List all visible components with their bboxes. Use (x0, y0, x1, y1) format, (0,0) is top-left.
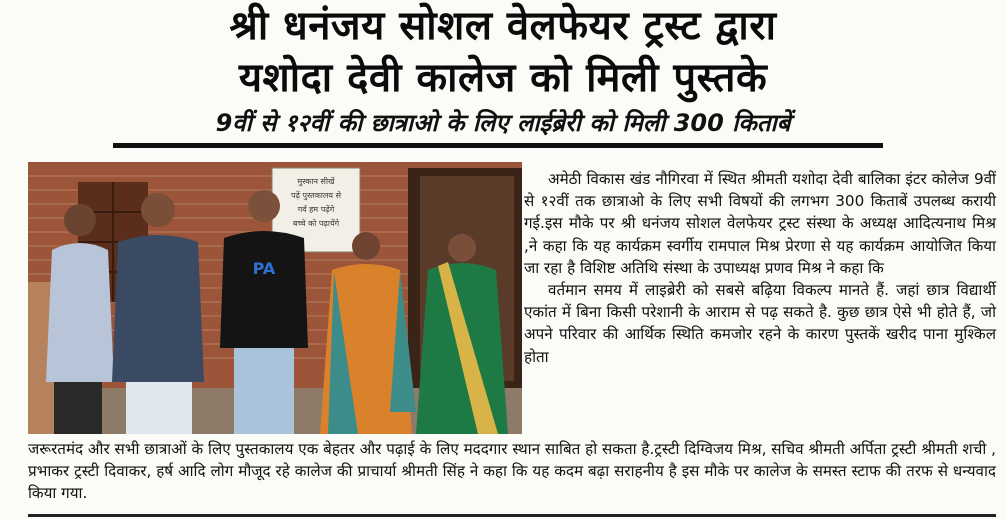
banner-line-4: बच्चे को पढ़ायेंगे (292, 219, 340, 228)
article-paragraph-2-bottom: जरूरतमंद और सभी छात्राओं के लिए पुस्तकालय एक बेहतर और पढ़ाई के लिए मददगार स्थान साबित हो सकता है.ट्रस्टी दिग्विजय मिश्र, सचिव श्रीमती अर्पिता ट्रस्टी श्रीमती शची , प्रभाकर ट्रस्टी दिवाकर, हर्ष आदि लोग मौजूद रहे कालेज की प्राचार्या श्रीमती सिंह ने कहा कि यह कदम बढ़ा सराहनीय है इस मौके पर कालेज के समस्त स्टाफ की तरफ से धन्यवाद किया गया. (28, 440, 996, 503)
article-paragraph-2-top: वर्तमान समय में लाइब्रेरी को सबसे बढ़िया विकल्प मानते हैं. जहां छात्र विद्यार्थी एकांत में बिना किसी परेशानी के आराम से पढ़ सकते है. कुछ छात्र ऐसे भी होते हैं, जो अपने परिवार की आर्थिक स्थिति कमजोर रहने के कारण पुस्तकें खरीद पाना मुश्किल होता (524, 281, 996, 366)
tshirt-text: PA (252, 259, 276, 278)
headline-divider (113, 143, 883, 148)
article-paragraph-1: अमेठी विकास खंड नौगिरवा में स्थित श्रीमती यशोदा देवी बालिका इंटर कोलेज 9वीं से १२वीं तक छात्राओ के लिए सभी विषयों की लगभग 300 किताबें उपलब्ध करायी गई.इस मौके पर श्री धनंजय सोशल वेलफेयर ट्रस्ट संस्था के अध्यक्ष आदित्यनाथ मिश्र ,ने कहा कि यह कार्यक्रम स्वर्गीय रामपाल मिश्र प्रेरणा से यह कार्यक्रम आयोजित किया जा रहा है विशिष्ट अतिथि संस्था के उपाध्यक्ष प्रणव मिश्र ने कहा कि (524, 170, 996, 277)
headline-line-2: यशोदा देवी कालेज को मिली पुस्तके (238, 55, 768, 101)
article-bottom (28, 438, 996, 505)
banner-line-1: मुस्कान सीखें (297, 177, 335, 186)
banner-line-3: गर्व हम पढ़ेंगे (297, 205, 335, 214)
banner-line-2: पढ़ें पुस्तकालय से (290, 191, 342, 200)
article-column-right (524, 168, 996, 368)
headline-line-1: श्री धनंजय सोशल वेलफेयर ट्रस्ट द्वारा (229, 3, 777, 49)
bottom-divider (28, 514, 996, 517)
news-photo (28, 162, 522, 434)
subheadline: 9वीं से १२वीं की छात्राओ के लिए लाईब्रेरी को मिली 300 किताबें (215, 109, 791, 137)
